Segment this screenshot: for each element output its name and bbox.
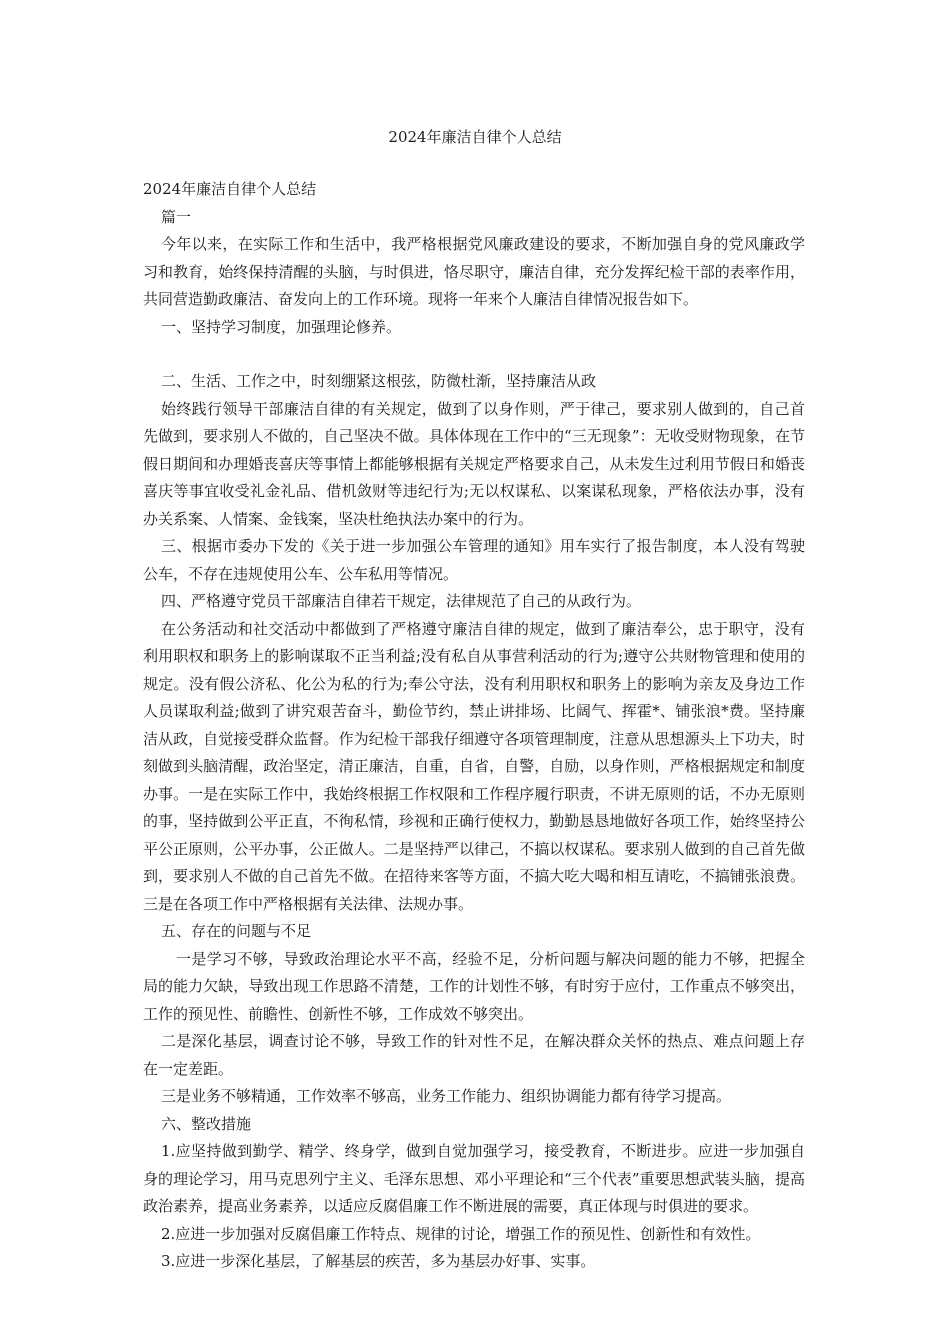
paragraph: 三是业务不够精通，工作效率不够高，业务工作能力、组织协调能力都有待学习提高。 [161,1087,732,1105]
heading-6: 六、整改措施 [161,1114,252,1133]
paragraph-intro: 今年以来，在实际工作和生活中，我严格根据党风廉政建设的要求，不断加强自身的党风廉政学习和教育，始终保持清醒的头脑，与时俱进，恪尽职守，廉洁自律，充分发挥纪检干部的表率作用，共同营造勤政廉洁、奋发向上的工作环境。现将一年来个人廉洁自律情况报告如下。 [143,235,805,308]
blank-line [143,341,805,368]
paragraph: 一是学习不够，导致政治理论水平不高，经验不足，分析问题与解决问题的能力不够，把握全局的能力欠缺，导致出现工作思路不清楚，工作的计划性不够，有时穷于应付，工作重点不够突出，工作的预见性、前瞻性、创新性不够，工作成效不够突出。 [143,949,805,1023]
page-title: 2024年廉洁自律个人总结 [388,128,562,146]
heading-3: 三、根据市委办下发的《关于进一步加强公车管理的通知》用车实行了报告制度，本人没有驾驶公车，不存在违规使用公车、公车私用等情况。 [143,537,805,583]
document-body [143,176,805,1276]
paragraph: 在公务活动和社交活动中都做到了严格遵守廉洁自律的规定，做到了廉洁奉公，忠于职守，没有利用职权和职务上的影响谋取不正当利益;没有私自从事营利活动的行为;遵守公共财物管理和使用的规定。没有假公济私、化公为私的行为;奉公守法，没有利用职权和职务上的影响为亲友及身边工作人员谋取利益;做到了讲究艰苦奋斗，勤俭节约，禁止讲排场、比阔气、挥霍*、铺张浪*费。坚持廉洁从政，自觉接受群众监督。作为纪检干部我仔细遵守各项管理制度，注意从思想源头上下功夫，时刻做到头脑清醒，政治坚定，清正廉洁，自重，自省，自警，自励，以身作则，严格根据规定和制度办事。一是在实际工作中，我始终根据工作权限和工作程序履行职责，不讲无原则的话，不办无原则的事，坚持做到公平正直，不徇私情，珍视和正确行使权力，勤勤恳恳地做好各项工作，始终坚持公平公正原则，公平办事，公正做人。二是坚持严以律己，不搞以权谋私。要求别人做到的自己首先做到，要求别人不做的自己首先不做。在招待来客等方面，不搞大吃大喝和相互请吃，不搞铺张浪费。三是在各项工作中严格根据有关法律、法规办事。 [143,619,805,913]
list-item: 1.应坚持做到勤学、精学、终身学，做到自觉加强学习，接受教育，不断进步。应进一步加强自身的理论学习，用马克思列宁主义、毛泽东思想、邓小平理论和“三个代表”重要思想武装头脑，提高政治素养，提高业务素养，以适应反腐倡廉工作不断进展的需要，真正体现与时俱进的要求。 [143,1142,805,1215]
heading-4: 四、严格遵守党员干部廉洁自律若干规定，法律规范了自己的从政行为。 [161,592,642,610]
document-subtitle: 2024年廉洁自律个人总结 [143,180,317,198]
list-item: 2.应进一步加强对反腐倡廉工作特点、规律的讨论，增强工作的预见性、创新性和有效性。 [161,1224,761,1243]
paragraph: 二是深化基层，调查讨论不够，导致工作的针对性不足，在解决群众关怀的热点、难点问题上存在一定差距。 [143,1032,805,1078]
list-item: 3.应进一步深化基层，了解基层的疾苦，多为基层办好事、实事。 [161,1252,596,1270]
heading-5: 五、存在的问题与不足 [161,922,312,940]
heading-2: 二、生活、工作之中，时刻绷紧这根弦，防微杜渐，坚持廉洁从政 [161,372,597,390]
section-label: 篇一 [161,207,192,226]
paragraph: 始终践行领导干部廉洁自律的有关规定，做到了以身作则，严于律己，要求别人做到的，自己首先做到，要求别人不做的，自己坚决不做。具体体现在工作中的“三无现象”：无收受财物现象，在节假日期间和办理婚丧喜庆等事情上都能够根据有关规定严格要求自己，从未发生过利用节假日和婚丧喜庆等事宜收受礼金礼品、借机敛财等违纪行为;无以权谋私、以案谋私现象，严格依法办事，没有办关系案、人情案、金钱案，坚决杜绝执法办案中的行为。 [143,399,805,528]
heading-1: 一、坚持学习制度，加强理论修养。 [161,317,402,336]
